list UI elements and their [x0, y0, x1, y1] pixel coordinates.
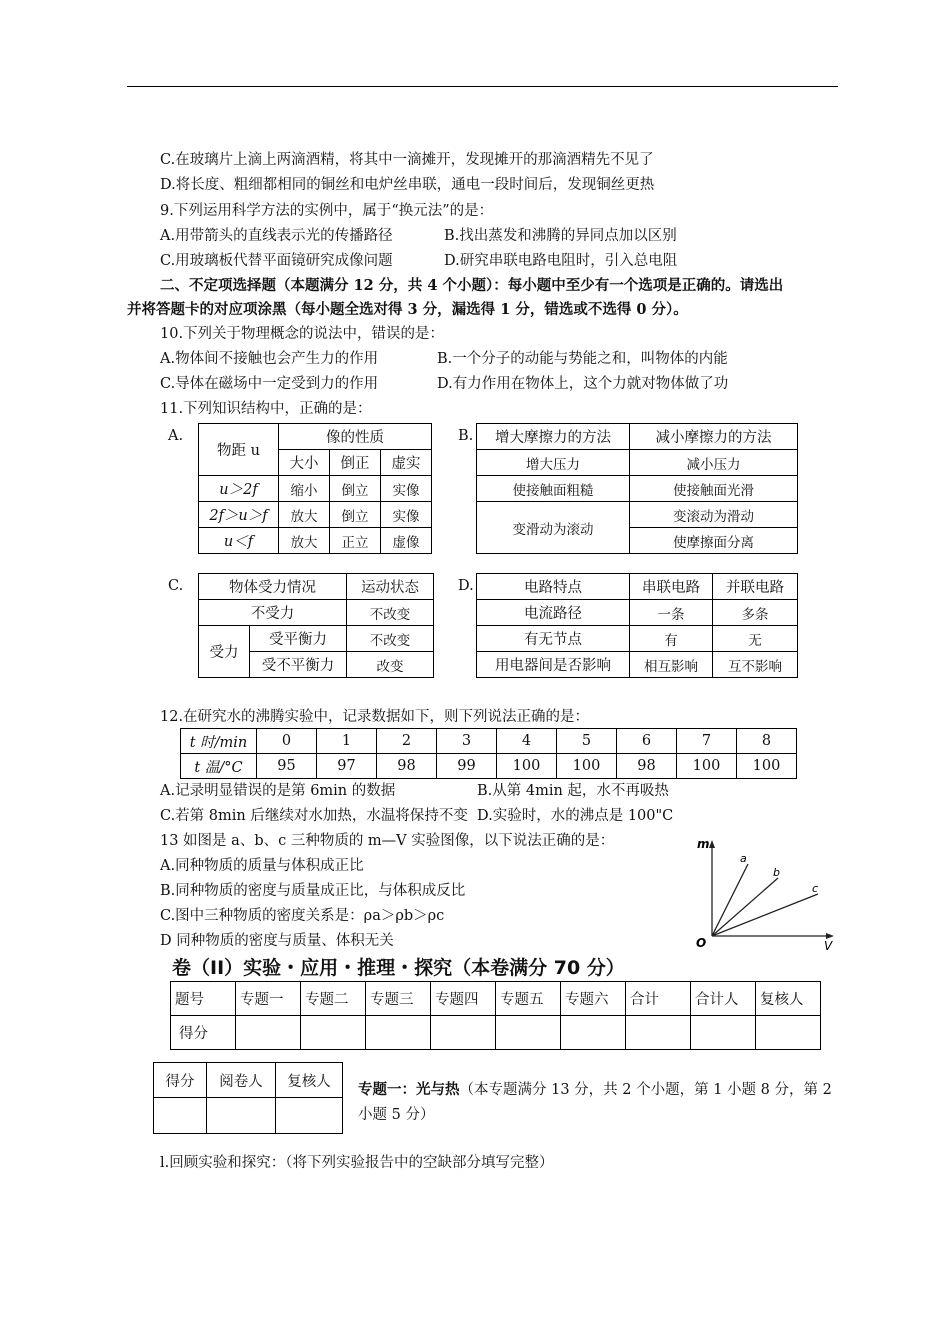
- temp-cell: 100: [737, 754, 797, 779]
- time-cell: 4: [497, 729, 557, 754]
- time-cell: 5: [557, 729, 617, 754]
- score-header-cell: 题号: [171, 982, 236, 1016]
- topic1-heading: [358, 1080, 832, 1100]
- q10-option-d: D.有力作用在物体上，这个力就对物体做了功: [437, 376, 729, 392]
- cell: 使摩擦面分离: [630, 528, 798, 554]
- q12-stem: 12.在研究水的沸腾实验中，记录数据如下，则下列说法正确的是：: [160, 709, 590, 725]
- temp-cell: 100: [557, 754, 617, 779]
- cell: 有无节点: [477, 626, 630, 652]
- line-c: [712, 894, 818, 936]
- cell: 不受力: [199, 600, 347, 626]
- cell: 电流路径: [477, 600, 630, 626]
- score-input-cell[interactable]: [366, 1016, 431, 1050]
- temp-cell: 98: [377, 754, 437, 779]
- cell: 一条: [630, 600, 713, 626]
- cell: 实像: [381, 502, 432, 528]
- score-header-cell: 专题四: [431, 982, 496, 1016]
- cell: u＞2f: [199, 476, 279, 502]
- time-cell: 8: [737, 729, 797, 754]
- cell: 互不影响: [713, 652, 798, 678]
- cell: 阅卷人: [207, 1063, 276, 1098]
- cell: 虚像: [381, 528, 432, 554]
- cell: 受力: [199, 626, 250, 678]
- cell: 大小: [279, 450, 330, 476]
- temp-cell: 98: [617, 754, 677, 779]
- cell: 增大压力: [477, 450, 630, 476]
- graph-x-label: V: [824, 939, 833, 953]
- graph-origin-label: O: [696, 936, 707, 950]
- score-header-cell: 专题五: [496, 982, 561, 1016]
- temp-cell: 97: [317, 754, 377, 779]
- score-input-cell[interactable]: [496, 1016, 561, 1050]
- q13-stem: 13 如图是 a、b、c 三种物质的 m—V 实验图像，以下说法正确的是：: [160, 833, 615, 849]
- cell: 多条: [713, 600, 798, 626]
- cell: 运动状态: [347, 574, 434, 600]
- cell: 增大摩擦力的方法: [477, 424, 630, 450]
- time-cell: 2: [377, 729, 437, 754]
- graph-y-label: m: [697, 837, 710, 851]
- cell: 受不平衡力: [250, 652, 347, 678]
- part2-title: 卷（II）实验・应用・推理・探究（本卷满分 70 分）: [172, 957, 625, 979]
- q12-option-c: C.若第 8min 后继续对水加热，水温将保持不变: [160, 808, 468, 824]
- q11-label-c: C.: [168, 578, 184, 594]
- score-header-cell: 合计: [626, 982, 691, 1016]
- score-header-cell: 专题二: [301, 982, 366, 1016]
- score-header-cell: 专题一: [236, 982, 301, 1016]
- cell: 改变: [347, 652, 434, 678]
- graph-a-label: a: [740, 852, 747, 865]
- q10-stem: 10.下列关于物理概念的说法中，错误的是：: [160, 326, 445, 342]
- score-input-cell[interactable]: [561, 1016, 626, 1050]
- line-b: [712, 878, 778, 936]
- q10-option-b: B.一个分子的动能与势能之和，叫物体的内能: [437, 351, 728, 367]
- cell: 放大: [279, 528, 330, 554]
- cell: 2f＞u＞f: [199, 502, 279, 528]
- cell: 放大: [279, 502, 330, 528]
- section2-instructions: 并将答题卡的对应项涂黑（每小题全选对得 3 分，漏选得 1 分，错选或不选得 0 分）。: [127, 301, 688, 318]
- score-table: [170, 981, 821, 1050]
- q12-option-a: A.记录明显错误的是第 6min 的数据: [160, 783, 396, 799]
- q9-option-c: C.用玻璃板代替平面镜研究成像问题: [160, 253, 393, 269]
- cell: t 时/min: [181, 729, 257, 754]
- cell: 正立: [330, 528, 381, 554]
- q11-label-a: A.: [168, 428, 184, 444]
- q1-stem: l.回顾实验和探究：（将下列实验报告中的空缺部分填写完整）: [160, 1155, 554, 1171]
- cell: 减小摩擦力的方法: [630, 424, 798, 450]
- q13-option-d: D 同种物质的密度与质量、体积无关: [160, 933, 394, 949]
- circuit-table: [476, 573, 798, 678]
- q10-option-a: A.物体间不接触也会产生力的作用: [160, 351, 379, 367]
- q12-option-d: D.实验时，水的沸点是 100"C: [477, 808, 674, 824]
- cell: 倒立: [330, 476, 381, 502]
- cell: 用电器间是否影响: [477, 652, 630, 678]
- cell: 得分: [154, 1063, 207, 1098]
- q9-option-d: D.研究串联电路电阻时，引入总电阻: [444, 253, 678, 269]
- topic1-desc: （本专题满分 13 分，共 2 个小题，第 1 小题 8 分，第 2: [459, 1082, 832, 1098]
- cell: 倒立: [330, 502, 381, 528]
- top-rule: [127, 86, 838, 87]
- time-cell: 0: [257, 729, 317, 754]
- cell: 物体受力情况: [199, 574, 347, 600]
- m-v-graph: [690, 832, 840, 954]
- score-input-cell[interactable]: [431, 1016, 496, 1050]
- cell: 串联电路: [630, 574, 713, 600]
- temp-cell: 100: [677, 754, 737, 779]
- cell: 变滚动为滑动: [630, 502, 798, 528]
- cell: 倒正: [330, 450, 381, 476]
- temp-cell: 95: [257, 754, 317, 779]
- q8-option-d: D.将长度、粗细都相同的铜丝和电炉丝串联，通电一段时间后，发现铜丝更热: [160, 177, 655, 193]
- time-cell: 1: [317, 729, 377, 754]
- answer-cell[interactable]: [276, 1098, 343, 1134]
- q13-option-a: A.同种物质的质量与体积成正比: [160, 858, 364, 874]
- cell: u＜f: [199, 528, 279, 554]
- q9-option-b: B.找出蒸发和沸腾的异同点加以区别: [444, 228, 677, 244]
- score-header-cell: 专题六: [561, 982, 626, 1016]
- q11-label-b: B.: [458, 428, 474, 444]
- lens-image-table: [198, 423, 432, 554]
- q8-option-c: C.在玻璃片上滴上两滴酒精，将其中一滴摊开，发现摊开的那滴酒精先不见了: [160, 152, 654, 168]
- cell: 有: [630, 626, 713, 652]
- line-a: [712, 864, 748, 936]
- score-header-cell: 复核人: [756, 982, 821, 1016]
- cell: 实像: [381, 476, 432, 502]
- q9-option-a: A.用带箭头的直线表示光的传播路径: [160, 228, 393, 244]
- cell: 复核人: [276, 1063, 343, 1098]
- time-cell: 3: [437, 729, 497, 754]
- graph-c-label: c: [812, 882, 819, 895]
- friction-table: [476, 423, 798, 554]
- temp-cell: 100: [497, 754, 557, 779]
- answer-cell[interactable]: [207, 1098, 276, 1134]
- temp-cell: 99: [437, 754, 497, 779]
- topic1-title: 专题一：光与热: [358, 1081, 460, 1098]
- boiling-data-table: [180, 728, 797, 779]
- cell: 电路特点: [477, 574, 630, 600]
- score-input-cell[interactable]: [301, 1016, 366, 1050]
- cell: 使接触面光滑: [630, 476, 798, 502]
- topic1-desc-2: 小题 5 分）: [358, 1107, 435, 1123]
- force-motion-table: [198, 573, 434, 678]
- cell: 不改变: [347, 600, 434, 626]
- graph-b-label: b: [773, 866, 780, 879]
- q10-option-c: C.导体在磁场中一定受到力的作用: [160, 376, 379, 392]
- cell: 受平衡力: [250, 626, 347, 652]
- score-input-cell[interactable]: [756, 1016, 821, 1050]
- q9-stem: 9.下列运用科学方法的实例中，属于“换元法”的是：: [160, 203, 494, 219]
- q13-option-b: B.同种物质的密度与质量成正比，与体积成反比: [160, 883, 466, 899]
- cell: 得分: [171, 1016, 236, 1050]
- cell: 无: [713, 626, 798, 652]
- cell: 使接触面粗糙: [477, 476, 630, 502]
- cell: 相互影响: [630, 652, 713, 678]
- cell: t 温/°C: [181, 754, 257, 779]
- cell: 虚实: [381, 450, 432, 476]
- score-header-cell: 专题三: [366, 982, 431, 1016]
- cell: 缩小: [279, 476, 330, 502]
- grader-table: [153, 1062, 343, 1134]
- q11-stem: 11.下列知识结构中，正确的是：: [160, 401, 372, 417]
- cell: 像的性质: [279, 424, 432, 450]
- score-input-cell[interactable]: [691, 1016, 756, 1050]
- cell: 变滑动为滚动: [477, 502, 630, 554]
- score-input-cell[interactable]: [236, 1016, 301, 1050]
- cell: 物距 u: [199, 424, 279, 476]
- cell: 减小压力: [630, 450, 798, 476]
- time-cell: 6: [617, 729, 677, 754]
- score-header-cell: 合计人: [691, 982, 756, 1016]
- cell: 不改变: [347, 626, 434, 652]
- q11-label-d: D.: [458, 578, 474, 594]
- q12-option-b: B.从第 4min 起，水不再吸热: [477, 783, 669, 799]
- cell: 并联电路: [713, 574, 798, 600]
- score-input-cell[interactable]: [626, 1016, 691, 1050]
- answer-cell[interactable]: [154, 1098, 207, 1134]
- time-cell: 7: [677, 729, 737, 754]
- q13-option-c: C.图中三种物质的密度关系是：ρa＞ρb＞ρc: [160, 908, 445, 924]
- section2-heading: 二、不定项选择题（本题满分 12 分，共 4 个小题）：每小题中至少有一个选项是正确的。请选出: [160, 277, 784, 294]
